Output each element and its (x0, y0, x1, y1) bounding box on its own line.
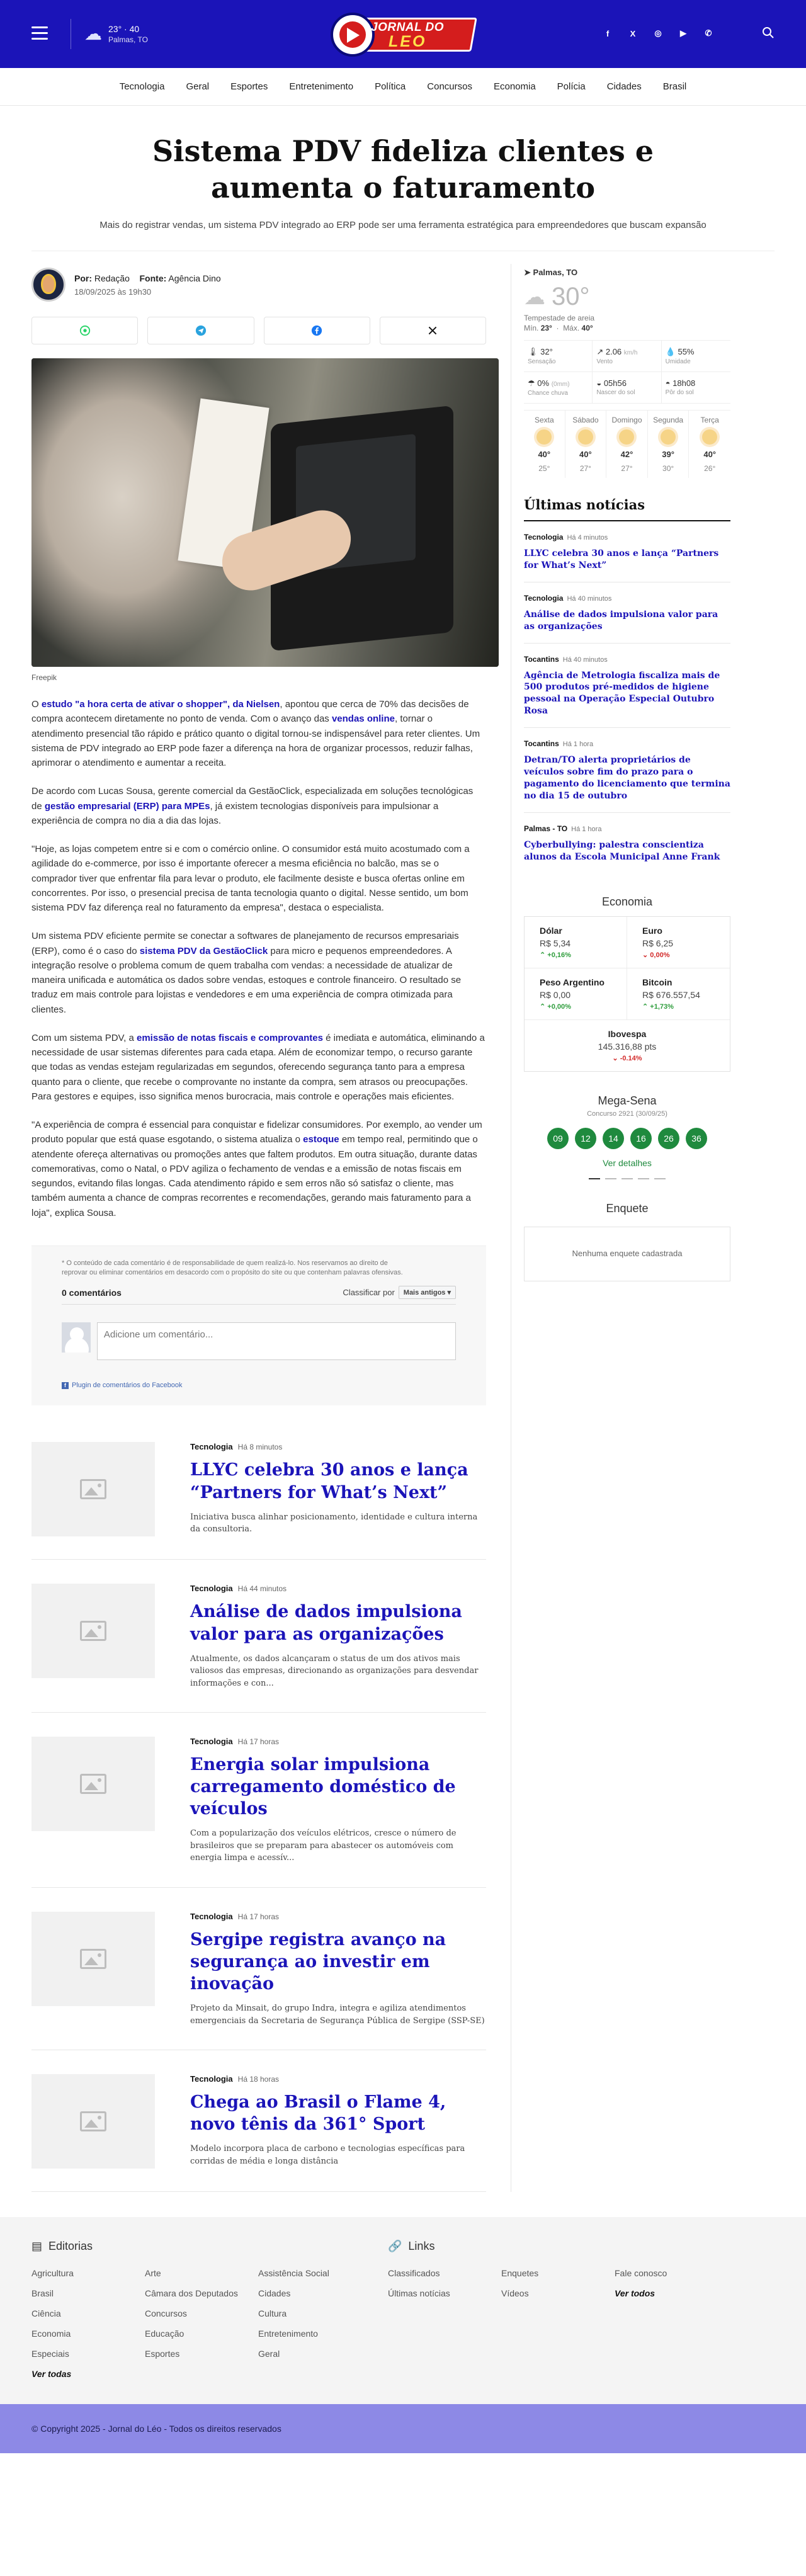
footer-link[interactable]: Últimas notícias (388, 2288, 450, 2299)
footer-links (388, 2240, 728, 2379)
feed-description: Atualmente, os dados alcançaram o status de um dos ativos mais valiosos das empresas, direcionando as organizações para desvendar informações e con... (190, 1654, 479, 1688)
arrow-up-icon: ⌃ (540, 951, 546, 960)
article-paragraph: O estudo "a hora certa de ativar o shopper", da Nielsen, apontou que cerca de 70% das decisões de compra acontecem diretamente no ponto de venda. Com o avanço das vendas online, tornar o atendimento presencial tão rápido e prático quanto o digital tornou-se indispensável para reter clientes. Um sistema de PDV integrado ao ERP pode fazer a diferença na hora de organizar processos, reduzir falhas, aprimorar o atendimento e aumentar a receita. (31, 699, 480, 768)
index-ibovespa: Ibovespa 145.316,88 pts ⌄ -0.14% (598, 1029, 657, 1063)
image-placeholder-icon (80, 1479, 106, 1499)
site-footer (0, 2217, 806, 2404)
feed-time: Há 8 minutos (237, 1443, 283, 1452)
feed-meta (190, 1442, 486, 1451)
currency-dolar: Dólar R$ 5,34 ⌃ +0,16% (525, 917, 627, 968)
megasena-widget (524, 1094, 730, 1179)
feed-item (31, 1888, 486, 2050)
user-avatar-placeholder (62, 1322, 91, 1353)
latest-category: Tocantins (524, 654, 559, 664)
related-news-feed (31, 1418, 486, 2192)
feed-description: Iniciativa busca alinhar posicionamento, identidade e cultura interna da consultoria. (190, 1512, 478, 1535)
comments-sort (343, 1286, 456, 1299)
article-paragraph: Com um sistema PDV, a emissão de notas fiscais e comprovantes é imediata e automática, eliminando a necessidade de usar sistemas diferentes para cada etapa. Além de economizar tempo, o recurso garante que todas as vendas estejam regularizadas em segundos, oferecendo segurança tanto para a empresa quanto para o cliente, que recebe o comprovante no instante da compra, sem atrasos ou preocupações. Para gestores e equipes, isso significa menos burocracia, mais controle e operações mais eficientes. (31, 1032, 485, 1102)
nav-item-brasil[interactable]: Brasil (662, 81, 687, 92)
arrow-down-icon: ⌄ (642, 951, 649, 960)
feed-item (31, 1418, 486, 1560)
link-icon: 🔗 (388, 2240, 402, 2253)
link-nielsen-study[interactable]: estudo "a hora certa de ativar o shopper", da Nielsen (41, 699, 280, 710)
image-placeholder-icon (80, 1774, 106, 1794)
footer-link[interactable]: Agricultura (31, 2268, 74, 2279)
chevron-down-icon: ▾ (447, 1289, 451, 1297)
instagram-icon[interactable]: ◎ (654, 28, 662, 38)
currency-euro: Euro R$ 6,25 ⌄ 0,00% (627, 917, 730, 968)
copyright-text: © Copyright 2025 - Jornal do Léo - Todos os direitos reservados (31, 2424, 281, 2434)
author-block (31, 268, 486, 302)
forecast-day: Terça 40° 26° (700, 416, 719, 473)
footer-links-list (388, 2268, 728, 2298)
x-twitter-icon[interactable]: X (630, 28, 636, 38)
image-placeholder-icon (80, 2111, 106, 2131)
sort-dropdown[interactable]: Mais antigos ▾ (399, 1286, 456, 1299)
site-header (0, 0, 806, 68)
link-notas-fiscais[interactable]: emissão de notas fiscais e comprovantes (137, 1032, 323, 1043)
footer-links-all[interactable]: Ver todos (615, 2288, 656, 2299)
share-x-button[interactable] (380, 317, 486, 344)
location-pin-icon: ➤ (524, 268, 531, 277)
social-links (602, 28, 714, 39)
thermometer-icon: 🌡 (528, 347, 538, 356)
footer-link[interactable]: Cidades (258, 2288, 291, 2299)
feed-time: Há 17 horas (237, 1737, 280, 1747)
author-label: Por: (74, 273, 92, 283)
sunrise-icon: ◒ (596, 378, 602, 388)
article-paragraph: Um sistema PDV eficiente permite se conectar a softwares de planejamento de recursos empresariais (ERP), como é o caso do sistema PDV da GestãoClick para micro e pequenos empreendedores. A integração resolve o problema comum de quem trabalha com vendas: a necessidade de atualizar de maneira unificada e automática os dados sobre vendas, estoques e controle financeiro. O resultado se traduz em mais controle para lojistas e vendedores e em uma experiência de compra otimizada para clientes. (31, 931, 462, 1015)
latest-category: Tocantins (524, 739, 559, 749)
latest-headline[interactable]: LLYC celebra 30 anos e lança “Partners for What’s Next” (524, 548, 719, 570)
poll-empty: Nenhuma enquete cadastrada (524, 1227, 730, 1281)
feed-title[interactable]: Energia solar impulsiona carregamento doméstico de veículos (190, 1755, 456, 1819)
article-header (31, 106, 775, 251)
menu-icon[interactable] (31, 26, 48, 40)
lottery-ball: 14 (603, 1128, 624, 1149)
economy-widget (524, 895, 730, 1072)
sun-icon (661, 429, 676, 445)
latest-category: Tecnologia (524, 593, 564, 603)
author-name: Redação (94, 273, 130, 283)
rain-icon: ☂ (528, 378, 535, 388)
poll-title: Enquete (606, 1202, 649, 1215)
footer-link[interactable]: Economia (31, 2329, 71, 2339)
lottery-ball: 26 (658, 1128, 679, 1149)
facebook-icon[interactable]: f (606, 28, 610, 38)
latest-time: Há 1 hora (571, 825, 602, 833)
footer-link[interactable]: Ciência (31, 2308, 61, 2319)
lottery-ball: 36 (686, 1128, 707, 1149)
article-body (31, 697, 486, 1220)
weather-forecast (524, 410, 730, 478)
feed-thumbnail[interactable] (31, 1584, 155, 1678)
weather-temp: 30° (552, 283, 590, 310)
header-weather-temps: 23° · 40 (108, 24, 140, 34)
comment-input[interactable] (97, 1322, 456, 1360)
sun-icon (536, 429, 552, 445)
latest-item (524, 644, 730, 729)
author-meta (74, 273, 221, 283)
link-estoque[interactable]: estoque (303, 1134, 339, 1145)
carousel-dot[interactable] (622, 1178, 633, 1179)
article-subtitle: Mais do registrar vendas, um sistema PDV integrado ao ERP pode ser uma ferramenta estratégica para empreendedores que buscam expansão (99, 220, 707, 230)
newspaper-icon: ▤ (31, 2240, 43, 2253)
comments-header (62, 1286, 456, 1305)
comments-section (31, 1245, 486, 1406)
publish-date: 18/09/2025 às 19h30 (74, 287, 152, 297)
footer-links-title: 🔗 Links (388, 2240, 435, 2253)
feed-thumbnail[interactable] (31, 1912, 155, 2006)
sun-icon (578, 429, 593, 445)
footer-link[interactable]: Assistência Social (258, 2268, 329, 2279)
x-twitter-icon (428, 326, 438, 336)
feed-item (31, 1713, 486, 1888)
logo-line2: LEO (389, 33, 427, 50)
latest-headline[interactable]: Detran/TO alerta proprietários de veículos sobre fim do prazo para o pagamento do licenciamento que termina no dia 15 de outubro (524, 755, 730, 801)
feed-title[interactable]: Análise de dados impulsiona valor para as organizações (190, 1602, 462, 1644)
share-telegram-button[interactable] (147, 317, 254, 344)
hero-image[interactable] (31, 358, 499, 667)
image-placeholder-icon (80, 1621, 106, 1641)
feed-title[interactable]: Chega ao Brasil o Flame 4, novo tênis da 361° Sport (190, 2092, 446, 2135)
economy-title: Economia (601, 895, 653, 909)
carousel-dot[interactable] (654, 1178, 666, 1179)
weather-detail-rain: ☂ 0% (0mm) Chance chuva (524, 372, 593, 404)
share-facebook-button[interactable] (264, 317, 370, 344)
comments-disclaimer: * O conteúdo de cada comentário é de responsabilidade de quem realizá-lo. Nos reservamos ao direito de reprovar ou eliminar comentários em desacordo com o propósito do site ou que contenham palavras ofensivas. (62, 1259, 403, 1276)
link-gestao-empresarial[interactable]: gestão empresarial (ERP) para MPEs (44, 800, 210, 812)
feed-thumbnail[interactable] (31, 1737, 155, 1831)
nav-item-economia[interactable]: Economia (493, 81, 536, 92)
article-paragraph: "A experiência de compra é essencial para conquistar e fidelizar consumidores. Por exemplo, ao vender um produto popular que está quase esgotando, o sistema atualiza o estoque em tempo real, permitindo que o atendente ofereça alternativas ou promoções antes que faltem produtos. Em outra situação, durante datas comemorativas, como o Natal, o PDV agiliza o fechamento de vendas e a emissão de notas fiscais em segundos, evitando filas longas. Cada atendimento rápido e sem erros não só satisfaz o cliente, mas também aumenta a chance de compras recorrentes e recomendações, gerando mais faturamento para a loja", explica Sousa. (31, 1120, 482, 1218)
humidity-icon: 💧 (665, 347, 676, 356)
footer-editorias-list (31, 2268, 388, 2379)
footer-link[interactable]: Enquetes (501, 2268, 539, 2279)
weather-details (524, 340, 730, 404)
feed-meta (190, 2074, 486, 2084)
content-wrapper (31, 251, 775, 2192)
cloud-icon: ☁ (84, 24, 102, 43)
footer-link[interactable]: Especiais (31, 2349, 69, 2359)
feed-title[interactable]: LLYC celebra 30 anos e lança “Partners for What’s Next” (190, 1460, 468, 1502)
search-icon[interactable] (762, 26, 775, 39)
latest-item (524, 813, 730, 873)
comments-count: 0 comentários (62, 1287, 122, 1298)
site-logo[interactable] (331, 9, 475, 59)
footer-editorias (31, 2240, 388, 2379)
plugin-label: Plugin de comentários do Facebook (72, 1382, 183, 1390)
footer-editorias-all[interactable]: Ver todas (31, 2369, 72, 2380)
feed-title[interactable]: Sergipe registra avanço na segurança ao investir em inovação (190, 1929, 446, 1994)
nav-item-geral[interactable]: Geral (186, 81, 210, 92)
header-weather-location: Palmas, TO (108, 35, 148, 44)
feed-category: Tecnologia (190, 1584, 233, 1594)
nav-item-esportes[interactable]: Esportes (230, 81, 268, 92)
latest-time: Há 1 hora (562, 740, 594, 749)
nav-item-politica[interactable]: Política (375, 81, 406, 92)
footer-link[interactable]: Esportes (145, 2349, 180, 2359)
nav-item-policia[interactable]: Polícia (557, 81, 586, 92)
latest-category: Palmas - TO (524, 824, 568, 833)
feed-category: Tecnologia (190, 1911, 233, 1921)
weather-detail-feels: 🌡 32° Sensação (524, 341, 593, 372)
forecast-day: Sexta 40° 25° (524, 411, 565, 478)
latest-headline[interactable]: Agência de Metrologia fiscaliza mais de 500 produtos pré-medidos de higiene pessoal na Operação Especial Outubro Rosa (524, 670, 720, 717)
carousel-dot[interactable] (638, 1178, 649, 1179)
weather-location: ➤ Palmas, TO (524, 268, 578, 277)
latest-headline[interactable]: Cyberbullying: palestra conscientiza alunos da Escola Municipal Anne Frank (524, 839, 720, 862)
sun-icon (619, 429, 634, 445)
footer-link[interactable]: Vídeos (501, 2288, 529, 2299)
feed-item (31, 1560, 486, 1713)
footer-link[interactable]: Concursos (145, 2308, 187, 2319)
carousel-dot[interactable] (589, 1178, 600, 1179)
feed-meta (190, 1584, 486, 1593)
sort-label: Classificar por (343, 1288, 395, 1298)
youtube-icon[interactable]: ▶ (680, 28, 686, 38)
latest-news (524, 497, 730, 873)
comment-composer (62, 1322, 456, 1360)
share-bar (31, 317, 486, 344)
latest-item (524, 728, 730, 813)
footer-link[interactable]: Câmara dos Deputados (145, 2288, 238, 2299)
footer-link[interactable]: Fale conosco (615, 2268, 667, 2279)
lottery-ball: 16 (630, 1128, 652, 1149)
weather-detail-wind: ↗ 2.06 km/h Vento (593, 341, 661, 372)
link-vendas-online[interactable]: vendas online (331, 713, 395, 725)
latest-item (524, 521, 730, 582)
currency-peso: Peso Argentino R$ 0,00 ⌃ +0,00% (525, 968, 627, 1020)
currency-bitcoin: Bitcoin R$ 676.557,54 ⌃ +1,73% (627, 968, 730, 1020)
wind-icon: ↗ (596, 347, 604, 356)
latest-headline[interactable]: Análise de dados impulsiona valor para as organizações (524, 609, 718, 632)
telegram-icon (195, 325, 207, 336)
article-paragraph: "Hoje, as lojas competem entre si e com o comércio online. O consumidor está muito acostumado com a agilidade do e-commerce, por isso é importante oferecer a mesma eficiência no balcão, mas se o comprador tiver que enfrentar fila para levar o produto, ele facilmente desiste e busca ofertas online em concorrentes. Por isso, o presencial precisa de tanta tecnologia quanto o digital. Nesse sentido, um bom sistema PDV faz diferença real no faturamento da empresa", destaca o especialista. (31, 844, 470, 913)
image-caption: Freepik (31, 673, 57, 682)
copyright-bar (0, 2404, 806, 2453)
footer-link[interactable]: Classificados (388, 2268, 440, 2279)
article-paragraph: De acordo com Lucas Sousa, gerente comercial da GestãoClick, especializada em soluções tecnológicas de gestão empresarial (ERP) para MPEs, já existem tecnologias disponíveis para impulsionar a experiência de compra no dia a dia das lojas. (31, 786, 474, 826)
feed-meta (190, 1912, 486, 1921)
sunset-icon: ◓ (665, 378, 671, 388)
arrow-up-icon: ⌃ (642, 1003, 649, 1011)
carousel-dots (524, 1178, 730, 1179)
facebook-plugin-link[interactable] (62, 1382, 456, 1389)
latest-item (524, 582, 730, 644)
forecast-day: Domingo 42° 27° (606, 411, 648, 478)
image-placeholder-icon (80, 1949, 106, 1969)
lottery-ball: 09 (547, 1128, 569, 1149)
facebook-icon (311, 325, 322, 336)
share-whatsapp-button[interactable] (31, 317, 138, 344)
category-nav (0, 68, 806, 106)
feed-time: Há 18 horas (237, 2075, 280, 2084)
weather-widget (524, 264, 730, 478)
forecast-day: Sábado 40° 27° (565, 411, 607, 478)
forecast-day: Segunda 39° 30° (648, 411, 690, 478)
footer-link[interactable]: Educação (145, 2329, 184, 2339)
logo-line1: JORNAL DO (371, 21, 445, 34)
feed-time: Há 44 minutos (237, 1584, 287, 1594)
feed-meta (190, 1737, 486, 1746)
footer-link[interactable]: Geral (258, 2349, 280, 2359)
facebook-icon: f (62, 1382, 69, 1389)
whatsapp-icon (79, 325, 91, 336)
footer-editorias-title: ▤ Editorias (31, 2240, 93, 2253)
weather-current (524, 283, 730, 311)
footer-link[interactable]: Arte (145, 2268, 161, 2279)
lottery-ball: 12 (575, 1128, 596, 1149)
link-sistema-pdv[interactable]: sistema PDV da GestãoClick (139, 945, 268, 956)
feed-category: Tecnologia (190, 1442, 233, 1452)
weather-detail-humidity: 💧 55% Umidade (662, 341, 730, 372)
feed-description: Com a popularização dos veículos elétricos, cresce o número de brasileiros que se preparam para abastecer os automóveis com energia limpa e acessív... (190, 1829, 457, 1863)
feed-description: Projeto da Minsait, do grupo Indra, integra e agiliza atendimentos emergenciais da Secretaria de Segurança Pública de Sergipe (SSP-SE) (190, 2004, 485, 2026)
feed-item (31, 2050, 486, 2192)
feed-thumbnail[interactable] (31, 2074, 155, 2169)
weather-detail-sunrise: ◒ 05h56 Nascer do sol (593, 372, 661, 404)
nav-item-cidades[interactable]: Cidades (606, 81, 642, 92)
weather-detail-sunset: ◓ 18h08 Pôr do sol (662, 372, 730, 404)
megasena-title: Mega-Sena (598, 1094, 657, 1108)
header-weather[interactable] (84, 24, 148, 44)
source-label: Fonte: (139, 273, 167, 283)
weather-description: Tempestade de areia (524, 314, 595, 322)
arrow-down-icon: ⌄ (612, 1055, 618, 1063)
article-title: Sistema PDV fideliza clientes e aumenta o faturamento (152, 134, 654, 205)
footer-link[interactable]: Entretenimento (258, 2329, 318, 2339)
sidebar (511, 264, 730, 2192)
feed-description: Modelo incorpora placa de carbono e tecnologias específicas para corridas de média e longa distância (190, 2144, 465, 2166)
feed-time: Há 17 horas (237, 1912, 280, 1921)
logo-play-icon (331, 13, 375, 57)
feed-category: Tecnologia (190, 2074, 233, 2084)
latest-time: Há 40 minutos (567, 594, 612, 603)
latest-news-title: Últimas notícias (524, 497, 730, 521)
author-avatar (31, 268, 65, 302)
latest-time: Há 40 minutos (562, 655, 608, 664)
arrow-up-icon: ⌃ (540, 1003, 546, 1011)
megasena-details-link[interactable]: Ver detalhes (603, 1158, 652, 1169)
hero-figure (31, 358, 486, 682)
feed-thumbnail[interactable] (31, 1442, 155, 1536)
nav-item-entretenimento[interactable]: Entretenimento (289, 81, 354, 92)
source-name: Agência Dino (168, 273, 221, 283)
economy-grid (524, 916, 730, 1072)
footer-link[interactable]: Brasil (31, 2288, 54, 2299)
latest-category: Tecnologia (524, 533, 564, 542)
megasena-numbers (524, 1128, 730, 1149)
cloud-icon: ☁ (524, 285, 545, 309)
feed-category: Tecnologia (190, 1737, 233, 1747)
sun-icon (702, 429, 717, 445)
megasena-contest: Concurso 2921 (30/09/25) (587, 1110, 667, 1118)
carousel-dot[interactable] (605, 1178, 616, 1179)
whatsapp-icon[interactable]: ✆ (705, 28, 712, 38)
weather-minmax: Mín. 23° · Máx. 40° (524, 324, 593, 332)
article-main (31, 264, 499, 2192)
footer-link[interactable]: Cultura (258, 2308, 287, 2319)
nav-item-concursos[interactable]: Concursos (427, 81, 472, 92)
poll-widget (524, 1202, 730, 1281)
nav-item-tecnologia[interactable]: Tecnologia (119, 81, 165, 92)
latest-time: Há 4 minutos (567, 534, 608, 542)
